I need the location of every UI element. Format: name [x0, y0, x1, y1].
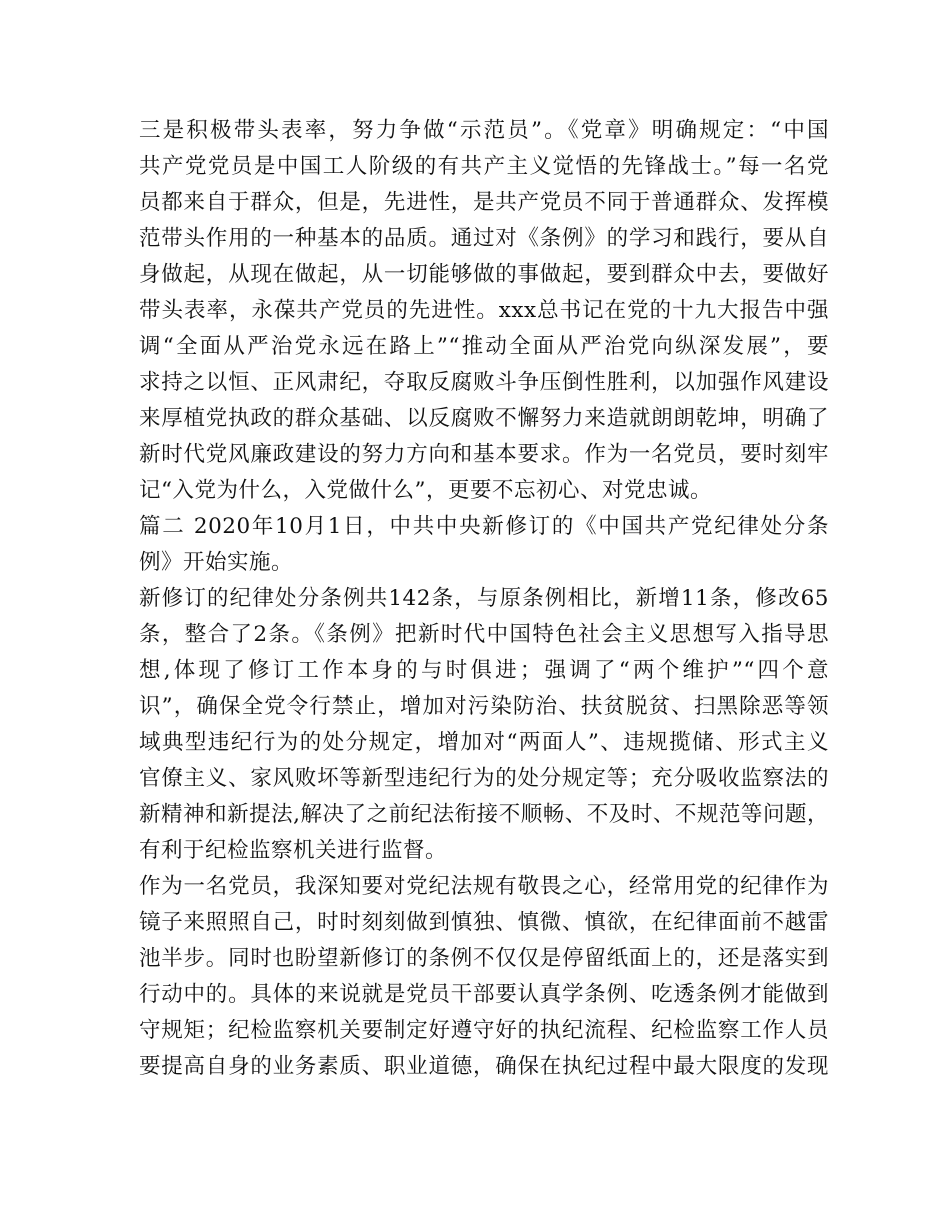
text-line: 新时代党风廉政建设的努力方向和基本要求。作为一名党员，要时刻牢 — [139, 442, 829, 467]
text-line: 守规矩；纪检监察机关要制定好遵守好的执纪流程、纪检监察工作人员 — [139, 1018, 829, 1043]
text-line: 条，整合了2条。《条例》把新时代中国特色社会主义思想写入指导思 — [139, 622, 829, 647]
text-line: 想,体现了修订工作本身的与时俱进；强调了“两个维护”“四个意 — [139, 658, 829, 683]
text-line: 域典型违纪行为的处分规定，增加对“两面人”、违规揽储、形式主义 — [139, 730, 829, 755]
text-line: 带头表率，永葆共产党员的先进性。xxx总书记在党的十九大报告中强 — [139, 298, 829, 323]
text-line: 范带头作用的一种基本的品质。通过对《条例》的学习和践行，要从自 — [139, 226, 829, 251]
text-line: 记“入党为什么，入党做什么”，更要不忘初心、对党忠诚。 — [139, 478, 712, 503]
text-line: 调“全面从严治党永远在路上”“推动全面从严治党向纵深发展”，要 — [139, 334, 829, 359]
text-line: 新精神和新提法,解决了之前纪法衔接不顺畅、不及时、不规范等问题， — [139, 802, 829, 827]
text-line: 池半步。同时也盼望新修订的条例不仅仅是停留纸面上的，还是落实到 — [139, 946, 829, 971]
text-line: 身做起，从现在做起，从一切能够做的事做起，要到群众中去，要做好 — [139, 262, 829, 287]
text-line: 三是积极带头表率，努力争做“示范员”。《党章》明确规定：“中国 — [139, 118, 829, 143]
text-line: 共产党党员是中国工人阶级的有共产主义觉悟的先锋战士。”每一名党 — [139, 154, 829, 179]
text-line: 有利于纪检监察机关进行监督。 — [139, 838, 448, 863]
text-line: 员都来自于群众，但是，先进性，是共产党员不同于普通群众、发挥模 — [139, 190, 829, 215]
text-line: 镜子来照照自己，时时刻刻做到慎独、慎微、慎欲，在纪律面前不越雷 — [139, 910, 829, 935]
text-line: 例》开始实施。 — [139, 550, 294, 575]
text-line: 篇二 2020年10月1日，中共中央新修订的《中国共产党纪律处分条 — [139, 514, 829, 539]
text-line: 官僚主义、家风败坏等新型违纪行为的处分规定等；充分吸收监察法的 — [139, 766, 829, 791]
text-line: 来厚植党执政的群众基础、以反腐败不懈努力来造就朗朗乾坤，明确了 — [139, 406, 829, 431]
text-line: 求持之以恒、正风肃纪，夺取反腐败斗争压倒性胜利，以加强作风建设 — [139, 370, 829, 395]
text-line: 识”，确保全党令行禁止，增加对污染防治、扶贫脱贫、扫黑除恶等领 — [139, 694, 829, 719]
text-line: 行动中的。具体的来说就是党员干部要认真学条例、吃透条例才能做到 — [139, 982, 829, 1007]
text-line: 作为一名党员，我深知要对党纪法规有敬畏之心，经常用党的纪律作为 — [139, 874, 829, 899]
document-body — [139, 113, 829, 1085]
text-line: 新修订的纪律处分条例共142条，与原条例相比，新增11条，修改65 — [139, 586, 829, 611]
text-line: 要提高自身的业务素质、职业道德，确保在执纪过程中最大限度的发现 — [139, 1054, 829, 1079]
